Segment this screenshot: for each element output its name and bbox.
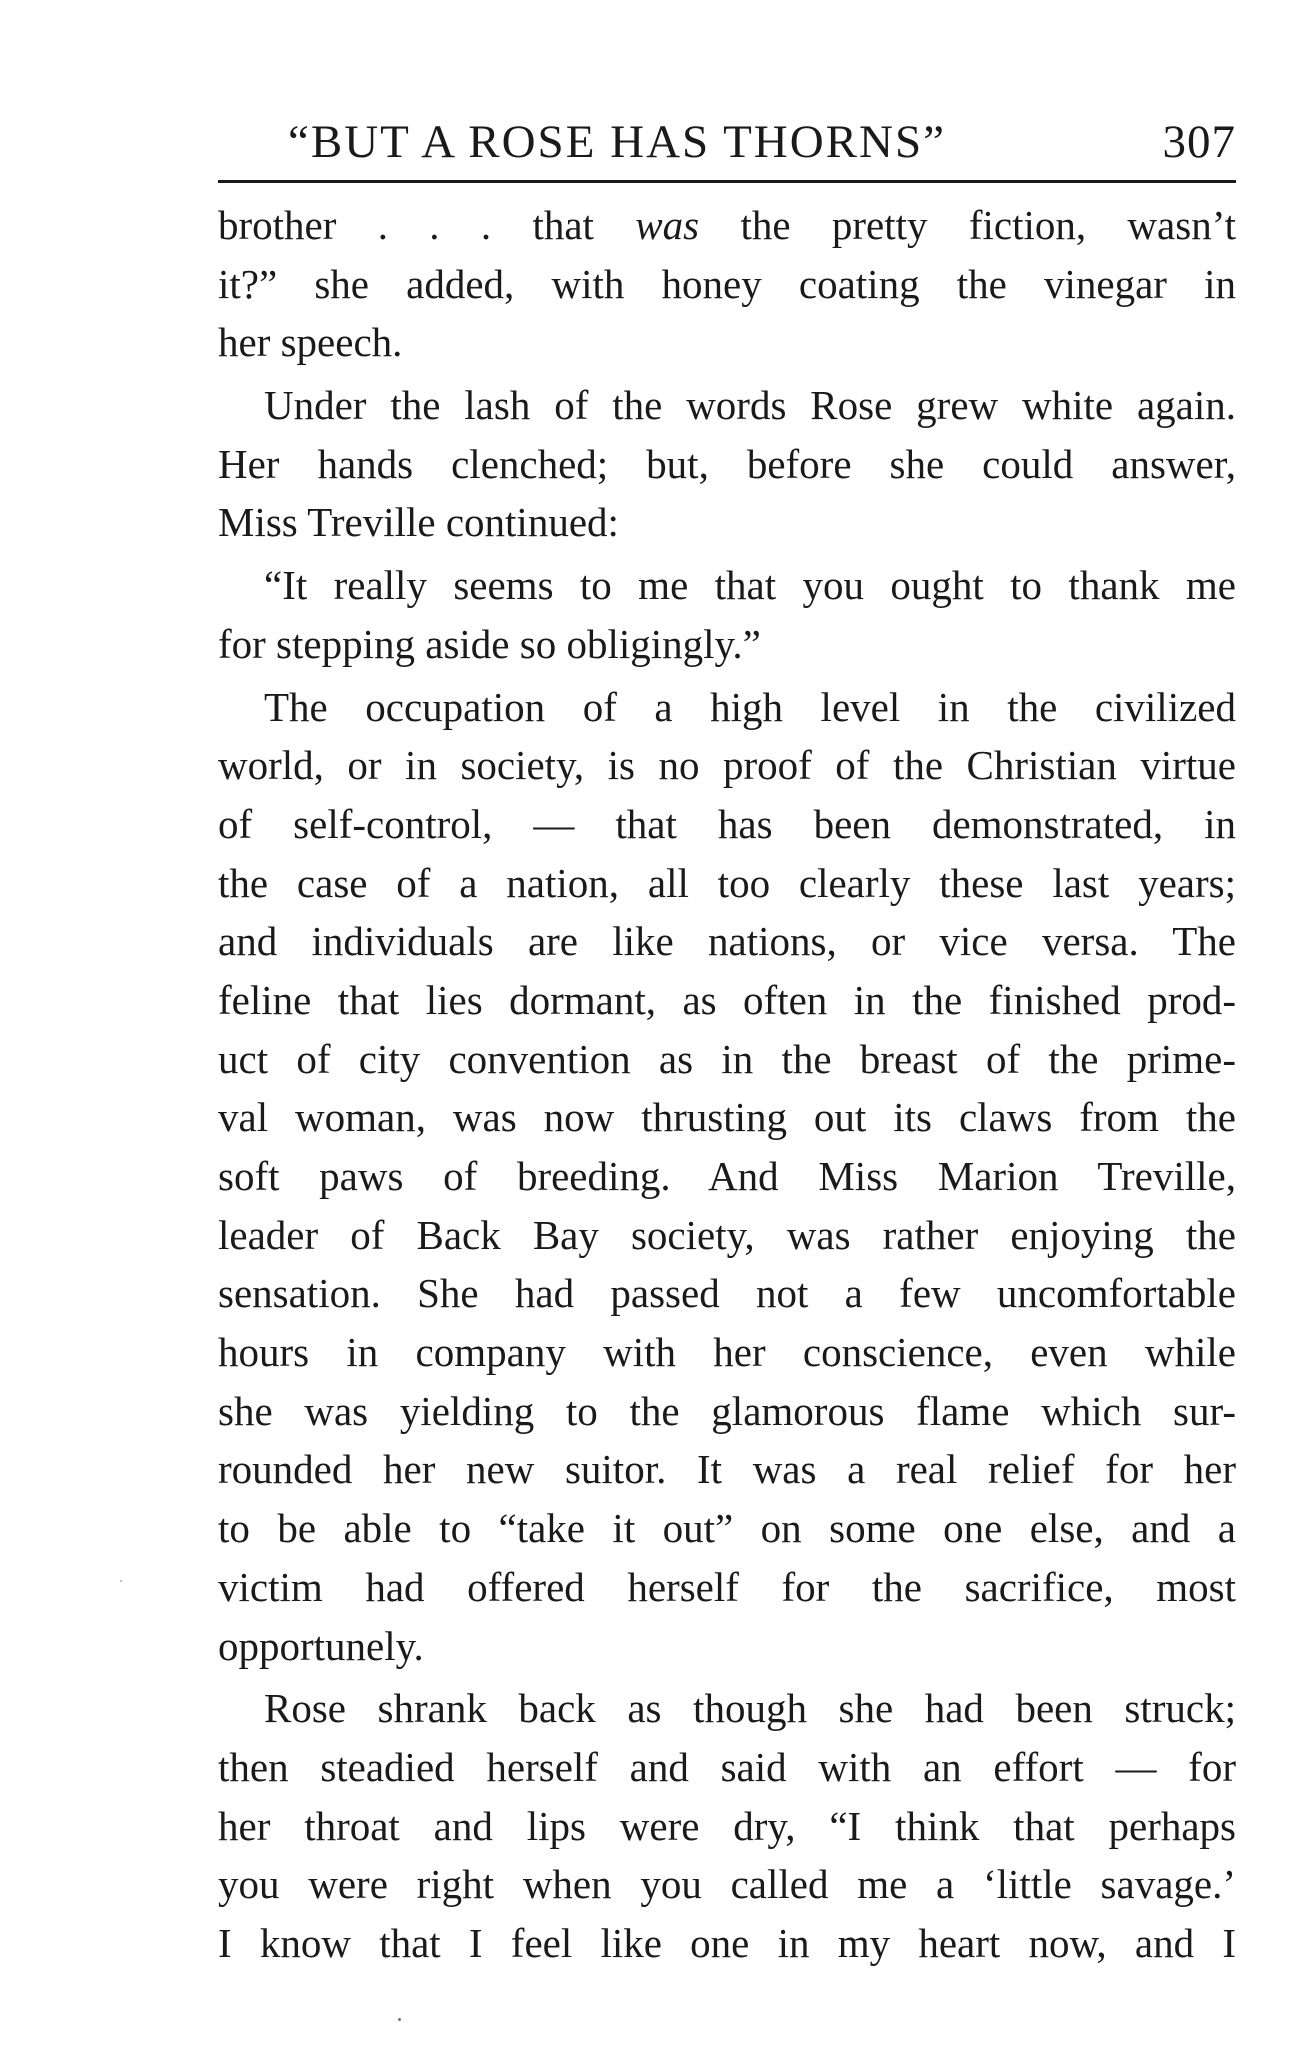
text-line: you were right when you called me a ‘little savage.’	[218, 1861, 1236, 1908]
text-line: feline that lies dormant, as often in the finished prod-	[218, 976, 1236, 1023]
text-line: victim had offered herself for the sacrifice, most	[218, 1563, 1236, 1610]
text-line: for stepping aside so obligingly.”	[218, 620, 761, 667]
text-line: and individuals are like nations, or vice versa. The	[218, 918, 1236, 965]
text-line: leader of Back Bay society, was rather enjoying the	[218, 1211, 1236, 1258]
page-header	[288, 112, 1236, 172]
running-head: “BUT A ROSE HAS THORNS”	[288, 116, 946, 168]
body-text	[218, 196, 1236, 1973]
text-line: she was yielding to the glamorous flame which sur-	[218, 1387, 1236, 1434]
text-line: hours in company with her conscience, even while	[218, 1329, 1236, 1376]
text-line: it?” she added, with honey coating the vinegar in	[218, 260, 1236, 307]
header-rule	[218, 180, 1236, 183]
text-line: Miss Treville continued:	[218, 499, 619, 546]
text-line: world, or in society, is no proof of the Christian virtue	[218, 742, 1236, 789]
text-line: her speech.	[218, 319, 403, 366]
text-line: Under the lash of the words Rose grew white again.	[264, 382, 1236, 429]
text-line: I know that I feel like one in my heart now, and I	[218, 1919, 1236, 1966]
text-line: rounded her new suitor. It was a real relief for her	[218, 1446, 1236, 1493]
text-line: brother . . . that was the pretty fiction, wasn’t	[218, 202, 1236, 248]
text-line: opportunely.	[218, 1622, 424, 1669]
text-line: then steadied herself and said with an effort — for	[218, 1743, 1236, 1790]
text-line: Her hands clenched; but, before she could answer,	[218, 440, 1236, 487]
text-line: uct of city convention as in the breast of the prime-	[218, 1035, 1236, 1082]
text-line: sensation. She had passed not a few uncomfortable	[218, 1270, 1236, 1317]
text-line: The occupation of a high level in the civilized	[264, 683, 1236, 730]
text-line: of self-control, — that has been demonstrated, in	[218, 800, 1236, 847]
text-line: to be able to “take it out” on some one else, and a	[218, 1505, 1236, 1552]
text-line: her throat and lips were dry, “I think that perhaps	[218, 1802, 1236, 1849]
text-line: Rose shrank back as though she had been struck;	[264, 1685, 1236, 1732]
text-line: val woman, was now thrusting out its claws from the	[218, 1094, 1236, 1141]
text-line: the case of a nation, all too clearly these last years;	[218, 859, 1236, 906]
emphasized-word: was	[635, 202, 700, 248]
text-line: soft paws of breeding. And Miss Marion Treville,	[218, 1153, 1236, 1199]
text-line: “It really seems to me that you ought to thank me	[264, 562, 1236, 609]
paper-speck	[398, 2018, 401, 2021]
paper-speck	[120, 1580, 122, 1582]
page-number: 307	[1162, 116, 1236, 168]
